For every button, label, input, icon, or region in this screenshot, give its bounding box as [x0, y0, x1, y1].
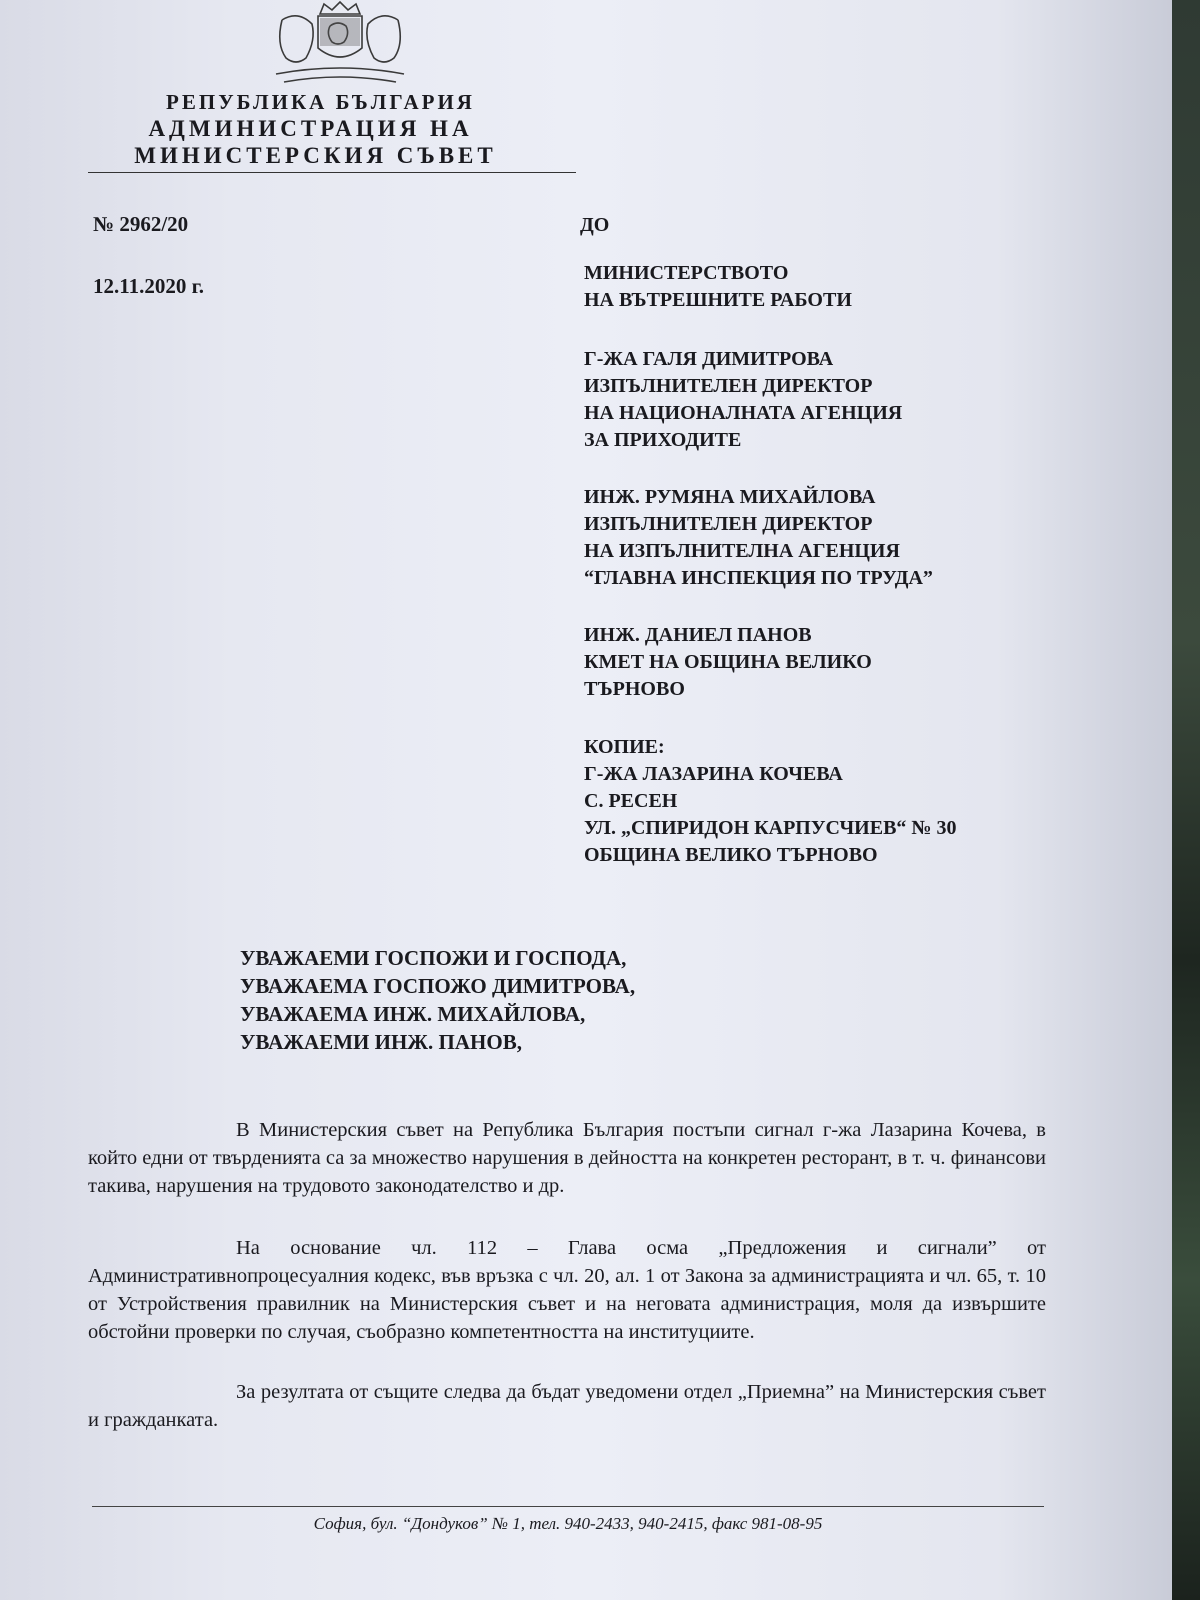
recipient-line: МИНИСТЕРСТВОТО: [584, 262, 789, 284]
copy-label: КОПИЕ:: [584, 736, 665, 758]
recipient-line: “ГЛАВНА ИНСПЕКЦИЯ ПО ТРУДА”: [584, 567, 933, 589]
registration-number: № 2962/20: [93, 212, 189, 236]
salutation: [240, 944, 635, 1056]
recipient-line: НА ИЗПЪЛНИТЕЛНА АГЕНЦИЯ: [584, 540, 900, 562]
recipient-copy: [584, 734, 957, 869]
body-paragraph: За резултата от същите следва да бъдат уведомени отдел „Приемна” на Министерския съвет и гражданката.: [88, 1381, 1046, 1431]
to-label: ДО: [580, 214, 610, 236]
header-divider: [88, 172, 576, 173]
recipient-nra: [584, 346, 902, 454]
header-administration: АДМИНИСТРАЦИЯ НА: [148, 116, 473, 141]
recipient-line: ЗА ПРИХОДИТЕ: [584, 429, 742, 451]
background-edge: [1172, 0, 1200, 1600]
salutation-line: УВАЖАЕМА ИНЖ. МИХАЙЛОВА,: [240, 1002, 586, 1026]
salutation-line: УВАЖАЕМА ГОСПОЖО ДИМИТРОВА,: [240, 974, 636, 998]
recipient-line: ИЗПЪЛНИТЕЛЕН ДИРЕКТОР: [584, 375, 873, 397]
header-council: МИНИСТЕРСКИЯ СЪВЕТ: [134, 143, 497, 168]
recipient-line: НА НАЦИОНАЛНАТА АГЕНЦИЯ: [584, 402, 903, 424]
issuer-header: [88, 90, 568, 169]
recipient-line: КМЕТ НА ОБЩИНА ВЕЛИКО: [584, 651, 872, 673]
recipient-line: Г-ЖА ГАЛЯ ДИМИТРОВА: [584, 348, 834, 370]
recipient-line: Г-ЖА ЛАЗАРИНА КОЧЕВА: [584, 763, 843, 785]
footer-address: София, бул. “Дондуков” № 1, тел. 940-2433, 940-2415, факс 981-08-95: [313, 1514, 823, 1533]
body-paragraph: На основание чл. 112 – Глава осма „Предложения и сигнали” от Административнопроцесуалния кодекс, във връзка с чл. 20, ал. 1 от Закона за администрацията и чл. 65, т. 10 от Устройствения правилник на Министерския съвет и на неговата администрация, моля да извършите обстойни проверки по случая, съобразно компетентността на институциите.: [88, 1237, 1046, 1343]
recipient-line: С. РЕСЕН: [584, 790, 678, 812]
header-country: РЕПУБЛИКА БЪЛГАРИЯ: [166, 90, 475, 114]
salutation-line: УВАЖАЕМИ ГОСПОЖИ И ГОСПОДА,: [240, 946, 627, 970]
footer-divider: [92, 1506, 1044, 1507]
recipient-labour-inspectorate: [584, 484, 933, 592]
recipient-line: УЛ. „СПИРИДОН КАРПУСЧИЕВ“ № 30: [584, 817, 957, 839]
recipient-ministry: [584, 260, 852, 314]
coat-of-arms-icon: [262, 0, 418, 88]
recipient-line: ТЪРНОВО: [584, 678, 685, 700]
salutation-line: УВАЖАЕМИ ИНЖ. ПАНОВ,: [240, 1030, 522, 1054]
recipient-line: ОБЩИНА ВЕЛИКО ТЪРНОВО: [584, 844, 878, 866]
body-paragraph: В Министерския съвет на Република България постъпи сигнал г-жа Лазарина Кочева, в който едни от твърденията са за множество нарушения в дейността на конкретен ресторант, в т. ч. финансови такива, нарушения на трудовото законодателство и др.: [88, 1119, 1046, 1197]
document-date: 12.11.2020 г.: [93, 274, 205, 298]
recipient-line: НА ВЪТРЕШНИТЕ РАБОТИ: [584, 289, 852, 311]
recipient-line: ИНЖ. РУМЯНА МИХАЙЛОВА: [584, 486, 876, 508]
recipient-line: ИНЖ. ДАНИЕЛ ПАНОВ: [584, 624, 812, 646]
recipient-mayor: [584, 622, 872, 703]
recipient-line: ИЗПЪЛНИТЕЛЕН ДИРЕКТОР: [584, 513, 873, 535]
